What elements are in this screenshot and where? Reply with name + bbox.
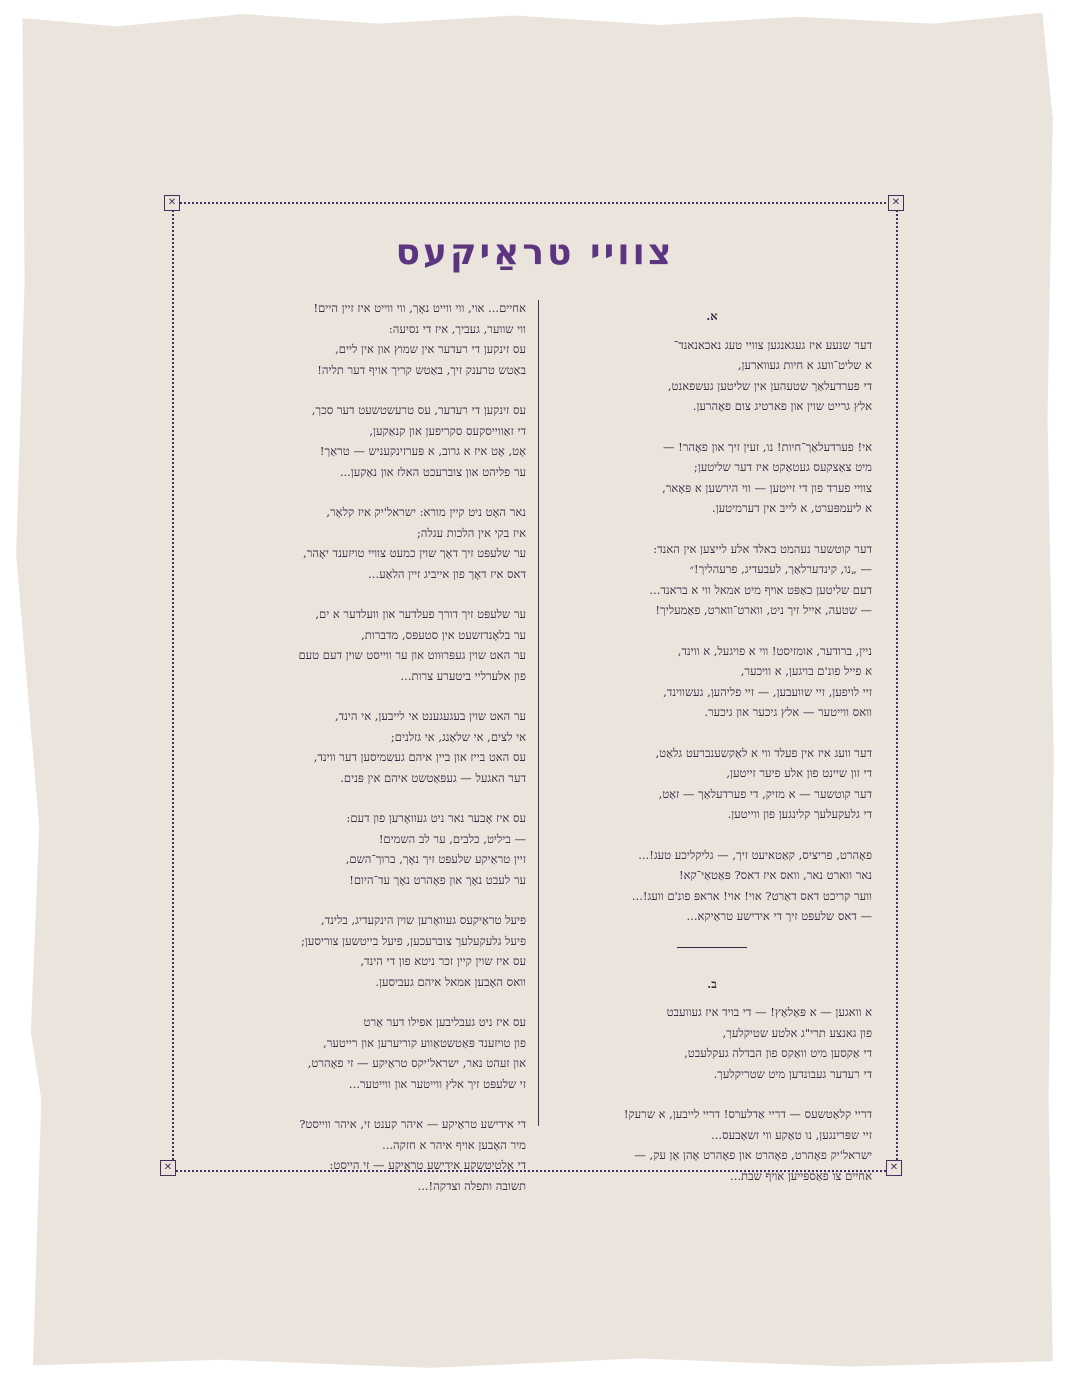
poem-line: דער שנעע איז געגאנגען צוויי טעג נאכאנאנד־ — [673, 337, 872, 352]
stanza — [188, 1114, 526, 1196]
poem-line: דער האגעל — געפּאַטשט איהם אין פּנים. — [340, 770, 526, 785]
poem-line: די גלעקעלעך קלינגען פון ווייטען. — [727, 807, 872, 821]
poem-line: איז בקי אין הלכות עגלה; — [416, 525, 526, 540]
poem-line: אי לצים, אי שלאַנג, אי גזלנים; — [390, 729, 526, 744]
poem-line: פיעל טראַיקעס געוואָרען שוין הינקעדיג, בלינד, — [320, 913, 526, 927]
poem-line: דער קוטשער נעהמט באלד אלע לייצען אין האנד: — [653, 541, 872, 556]
stanza — [188, 808, 526, 890]
poem-line: דריי קלאַטשעס — דריי אַדלערס! דריי לייבען, א שרעק! — [623, 1107, 872, 1121]
poem-line: עס זינקען די רעדער אין שמוץ און אין ליים, — [335, 342, 526, 356]
section-b-stanzas — [552, 1002, 872, 1186]
poem-line: מיט צאַצקעס געטאַקט איז דער שליטען; — [693, 460, 872, 474]
poem-line: ווער קריכט דאס דאַרט? אוי! אוי! אראפּ פונ'ם וועג!... — [631, 888, 872, 903]
stanza — [552, 845, 872, 927]
poem-line: די אַלטיטשקע אידישע טראַיקע — זי הייסט: — [329, 1158, 526, 1172]
poem-line: די אַקסען מיט וואַקס פון הבדלה געקלעבט, — [684, 1046, 872, 1060]
poem-line: ער האט שוין בעגעגענט אי לייבען, אי הינד, — [334, 709, 526, 723]
poem-line: אחיים צו פאַספּייען אויף שבת... — [730, 1168, 872, 1183]
section-heading-b: ב. — [707, 976, 717, 991]
poem-line: דאס איז דאָך פון אייביג זיין הלאַע... — [368, 566, 526, 581]
poem-line: נאר ווארט נאר, וואס איז דאס? פּאַטאַי־קא! — [678, 868, 872, 882]
page-title: צוויי טראַיקעס — [395, 232, 675, 273]
poem-line: ער בלאָנדזשעט אין סטעפּס, מדברות, — [361, 627, 526, 642]
stanza — [188, 910, 526, 992]
corner-ornament-icon: ✕ — [164, 195, 180, 211]
stanza — [552, 1104, 872, 1186]
poem-line: די אידישע טראַיקע — איהר קענט זי, איהר ווייסט? — [299, 1117, 526, 1131]
poem-line: עס האט בייז און ביין איהם געשמיסען דער ווינד, — [313, 750, 526, 764]
stanza — [552, 335, 872, 417]
corner-ornament-icon: ✕ — [160, 1160, 176, 1176]
section-heading-a: א. — [706, 309, 718, 323]
poem-line: ער לעבט נאָך און פאָהרט נאָך עד־היום! — [349, 872, 526, 887]
stanza — [188, 400, 526, 482]
stanza — [188, 706, 526, 788]
corner-ornament-icon: ✕ — [886, 1160, 902, 1176]
poem-line: — דאס שלעפּט זיך די אידישע טראַיקא... — [686, 909, 872, 923]
stanza — [188, 1012, 526, 1094]
stanza — [552, 437, 872, 519]
poem-line: א ליעמפּערט, א לייב אין דערמיטען. — [712, 501, 872, 515]
poem-line: און זעהט נאר, ישראל'יקס טראַיקע — זי פאָהרט, — [307, 1056, 526, 1070]
poem-line: — שטעה, אייל זיך ניט, ווארט־ווארט, פאַמעליך! — [655, 603, 872, 617]
stanza — [188, 298, 526, 380]
poem-line: פון אלערליי ביטערע צרות... — [400, 668, 526, 683]
poem-line: זיי לויפען, זיי שוועבען, — זיי פליהען, געשווינד, — [663, 684, 872, 699]
poem-line: וואס האָבען אמאל איהם געביסען. — [375, 974, 526, 989]
section-separator — [677, 947, 747, 948]
poem-line: פיעל גלעקעלעך צוברעכען, פיעל בייטשען צוריסען; — [301, 933, 526, 948]
corner-ornament-icon: ✕ — [888, 195, 904, 211]
poem-line: א וואגען — א פּאַלאַץ! — די בויד איז געוועבט — [666, 1005, 872, 1019]
poem-line: ניין, ברודער, אומזיסט! ווי א פויגעל, א ווינד, — [677, 643, 872, 658]
poem-line: ישראל'יק פאָהרט, פאָהרט און פאָהרט אָהן אַן עק, — — [634, 1148, 872, 1162]
poem-line: אחיים... אוי, ווי ווייט נאָך, ווי ווייט איז זיין היים! — [313, 301, 526, 315]
poem-line: די פערדעלאַך שטעהען אין שליטען געשפאנט, — [667, 378, 872, 393]
poem-line: די זאַווייסקעס סקריפען און קנאַקען, — [369, 423, 526, 438]
poem-line: פון גאנצע תרי"ג אלטע שטיקלעך, — [722, 1025, 872, 1040]
poem-line: אלץ גרייט שוין און פארטיג צום פאָהרען. — [692, 399, 872, 413]
poem-line: ער שלעפּט זיך דאָך שוין כמעט צוויי טויזענד יאָהר, — [303, 546, 526, 560]
stanza — [552, 743, 872, 825]
poem-line: באַטש טרענק זיך, באַטש קריך אויף דער תליה! — [317, 362, 526, 377]
poem-line: א שליט־וועג א חיות געווארען, — [737, 358, 872, 372]
poem-line: צוויי פערד פון די זייטען — ווי הירשען א פּאָאר, — [662, 480, 872, 495]
poem-line: די רעדער געבונדען מיט שטריקלעך. — [713, 1066, 872, 1081]
poem-line: וואס ווייטער — אלץ גיכער און גיכער. — [704, 705, 872, 719]
poem-line: פאָהרט, פריציס, קאַטאיעט זיך, — גליקליכע טעג!... — [638, 847, 872, 862]
poem-line: נאר האָט ניט קיין מורא: ישראל'יק איז קלאָר, — [326, 505, 526, 519]
left-column-stanzas — [188, 298, 526, 1196]
poem-line: תשובה ותפלה וצדקה!... — [417, 1178, 526, 1193]
left-column — [188, 298, 526, 1216]
column-divider — [538, 300, 539, 1126]
poem-line: ווי שווער, געביך, איז די נסיעה: — [388, 321, 526, 336]
poem-line: עס איז שוין קיין זכר ניטא פון די הינד, — [360, 954, 526, 968]
poem-line: די זון שיינט פון אלע פיער זייטען, — [726, 766, 872, 780]
poem-line: דער קוטשער — א מזיק, די פערדעלאַך — זאַט, — [658, 786, 872, 801]
section-a-stanzas — [552, 335, 872, 927]
stanza — [188, 604, 526, 686]
poem-line: א פייל פונ'ם בויגען, א וויכער, — [740, 664, 872, 678]
poem-line: זיין טראַיקע שלעפּט זיך נאָך, ברוך־השם, — [345, 852, 526, 866]
poem-line: ער האט שוין געפּרוּווט און ער ווייסט שוין דעם טעם — [298, 648, 526, 662]
poem-line: אי! פערדעלאַך־חיות! נו, זעין זיך און פאָהר! — — [662, 439, 872, 454]
poem-line: ער שלעפּט זיך דורך פעלדער און וועלדער א ים, — [315, 607, 526, 621]
stanza — [188, 502, 526, 584]
poem-line: ער פליהט און צוברעכט האלז און נאַקען... — [339, 464, 526, 479]
stanza — [552, 1002, 872, 1084]
poem-line: עס איז ניט געבליבען אפילו דער אַרט — [363, 1015, 526, 1029]
poem-line: עס זינקען די רעדער, עס טרעשטשעט דער סכך, — [311, 403, 526, 417]
poem-line: זי שלעפּט זיך אלץ ווייטער און ווייטער... — [348, 1076, 526, 1091]
poem-line: זיי שפּרינגען, נו טאַקע ווי זשאַבעס... — [711, 1127, 872, 1142]
stanza — [552, 641, 872, 723]
poem-line: פון טויזענד פּאַטשטאַווע קוריערען און רייטער, — [323, 1035, 526, 1050]
poem-line: דעם שליטען כאַפּט אויף מיט אמאל ווי א בראנד... — [649, 582, 872, 597]
poem-line: — „נו, קינדערלאַך, לעבעדיג, פרעהליך!״ — [689, 562, 872, 576]
poem-line: — ביליט, כלבים, ער לב השמים! — [378, 831, 526, 846]
poem-line: אָט, אָט איז א גרוב, א פּערזינקעניש — טראַך! — [319, 444, 526, 458]
poem-line: דער וועג איז אין פעלד ווי א לאַקשענברעט גלאַט, — [655, 745, 872, 760]
poem-line: עס איז אָבער נאר ניט געוואָרען פון דעם: — [346, 811, 526, 825]
right-column — [552, 306, 872, 1206]
poem-line: מיר האָבען אויף איהר א חזקה... — [382, 1137, 526, 1152]
stanza — [552, 539, 872, 621]
